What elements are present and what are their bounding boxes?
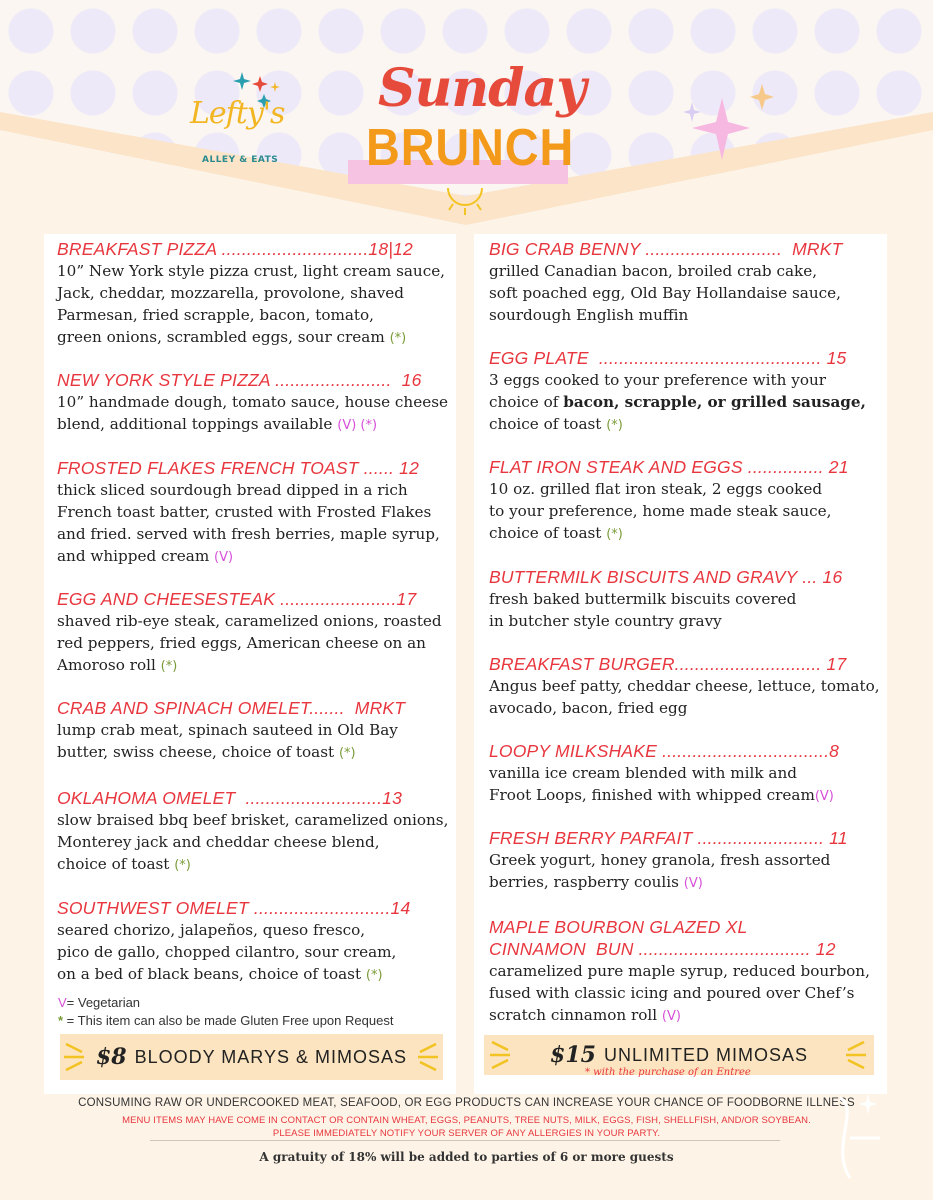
allergen-notify: PLEASE IMMEDIATELY NOTIFY YOUR SERVER OF ANY ALLERGIES IN YOUR PARTY. [272, 1128, 661, 1139]
gratuity-notice: A gratuity of 18% will be added to parties of 6 or more guests [259, 1150, 674, 1164]
item-desc-line: lump crab meat, spinach sauteed in Old Bay [57, 721, 398, 739]
gluten-free-tag: (*) [338, 746, 356, 761]
item-title: SOUTHWEST OMELET ...........................14 [57, 898, 411, 918]
item-desc-line: 10” New York style pizza crust, light cream sauce, [57, 262, 446, 280]
item-desc-line: scratch cinnamon roll [489, 1006, 658, 1024]
title-script: Sunday [378, 58, 586, 119]
item-desc-line: choice of toast [57, 855, 170, 873]
promo-bloody-marys [60, 1034, 443, 1080]
item-desc-line: avocado, bacon, fried egg [489, 699, 688, 717]
item-desc-line: red peppers, fried eggs, American cheese on an [57, 634, 426, 652]
vegetarian-tag: (V) [814, 789, 834, 804]
item-title: FLAT IRON STEAK AND EGGS ............... 21 [489, 457, 849, 477]
item-desc-line: choice of toast [489, 415, 602, 433]
item-title: EGG PLATE ............................................ 15 [489, 348, 847, 368]
item-desc-line: choice of toast [489, 524, 602, 542]
logo-name: Lefty's [190, 96, 285, 131]
vegetarian-symbol: V [58, 995, 67, 1010]
item-desc-line: Amoroso roll [57, 656, 156, 674]
item-desc-line: 10 oz. grilled flat iron steak, 2 eggs cooked [489, 480, 823, 498]
gluten-free-tag: (*) [389, 331, 407, 346]
footer-divider [150, 1140, 780, 1141]
item-desc-line: 3 eggs cooked to your preference with your [489, 371, 827, 389]
item-title: OKLAHOMA OMELET ...........................13 [57, 788, 403, 808]
gluten-free-tag: (*) [160, 659, 178, 674]
logo-subtitle: ALLEY & EATS [202, 155, 279, 165]
item-desc-line: Angus beef patty, cheddar cheese, lettuce, tomato, [489, 677, 880, 695]
rays-icon [488, 1038, 514, 1072]
item-desc-line: vanilla ice cream blended with milk and [489, 764, 797, 782]
vegetarian-legend-text: = Vegetarian [66, 995, 141, 1010]
item-desc-line: grilled Canadian bacon, broiled crab cake, [489, 262, 818, 280]
item-desc-line: shaved rib-eye steak, caramelized onions, roasted [57, 612, 442, 630]
promo-price: $8 [95, 1044, 127, 1070]
menu-item-crab-omelet [57, 697, 405, 765]
vegetarian-tag: (V) [214, 550, 234, 565]
item-desc-line: slow braised bbq beef brisket, caramelized onions, [57, 811, 449, 829]
title-block: BRUNCH [366, 119, 575, 177]
item-desc-line: French toast batter, crusted with Frosted Flakes [57, 503, 432, 521]
sunrise-icon [440, 182, 490, 216]
menu-item-cinnamon-bun [489, 916, 870, 1028]
dietary-tags: (V) (*) [337, 418, 378, 433]
item-desc-line: fused with classic icing and poured over Chef’s [489, 984, 855, 1002]
allergen-notice: MENU ITEMS MAY HAVE COME IN CONTACT OR CONTAIN WHEAT, EGGS, PEANUTS, TREE NUTS, MILK, EGGS, FISH, SHELLFISH, AND/OR SOYBEAN. [122, 1115, 811, 1126]
item-desc-line: caramelized pure maple syrup, reduced bourbon, [489, 962, 870, 980]
menu-item-flat-iron-steak [489, 456, 849, 546]
gluten-free-tag: (*) [606, 527, 623, 542]
item-desc-line: 10” handmade dough, tomato sauce, house cheese [57, 393, 448, 411]
item-desc-line: in butcher style country gravy [489, 612, 722, 630]
item-desc-line: Monterey jack and cheddar cheese blend, [57, 833, 380, 851]
gluten-free-tag: (*) [365, 968, 383, 983]
promo-text: BLOODY MARYS & MIMOSAS [134, 1046, 408, 1067]
item-desc-line: fresh baked buttermilk biscuits covered [489, 590, 797, 608]
rays-icon [414, 1040, 440, 1074]
item-desc-line: and fried. served with fresh berries, maple syrup, [57, 525, 440, 543]
sparkles-icon [670, 80, 790, 180]
item-title: BIG CRAB BENNY ........................... MRKT [489, 239, 843, 259]
item-title: LOOPY MILKSHAKE .................................8 [489, 741, 840, 761]
item-desc-prefix: choice of [489, 393, 564, 411]
item-title: MAPLE BOURBON GLAZED XL CINNAMON BUN .................................. 12 [489, 917, 836, 959]
item-title: NEW YORK STYLE PIZZA ....................... 16 [57, 370, 422, 390]
gluten-free-symbol: * [58, 1013, 64, 1028]
promo-price: $15 [550, 1042, 596, 1068]
item-desc-line: Parmesan, fried scrapple, bacon, tomato, [57, 306, 375, 324]
rays-icon [842, 1038, 868, 1072]
item-desc-line: green onions, scrambled eggs, sour cream [57, 328, 385, 346]
item-desc-line: seared chorizo, jalapeños, queso fresco, [57, 921, 366, 939]
legend-vegetarian [58, 995, 140, 1010]
vegetarian-tag: (V) [661, 1009, 681, 1024]
item-desc-line: thick sliced sourdough bread dipped in a rich [57, 481, 408, 499]
item-desc-line: Froot Loops, finished with whipped cream [489, 786, 815, 804]
item-title: FROSTED FLAKES FRENCH TOAST ...... 12 [57, 458, 420, 478]
item-desc-line: pico de gallo, chopped cilantro, sour cream, [57, 943, 397, 961]
item-desc-line: sourdough English muffin [489, 306, 689, 324]
item-title: BREAKFAST PIZZA .............................18|12 [57, 239, 413, 259]
vegetarian-tag: (V) [683, 876, 703, 891]
menu-item-breakfast-burger [489, 653, 880, 719]
menu-item-new-york-pizza [57, 369, 448, 437]
gluten-free-tag: (*) [606, 418, 623, 433]
item-desc-line: blend, additional toppings available [57, 415, 333, 433]
menu-item-loopy-milkshake [489, 740, 839, 808]
item-desc-line: butter, swiss cheese, choice of toast [57, 743, 335, 761]
foodborne-warning: CONSUMING RAW OR UNDERCOOKED MEAT, SEAFOOD, OR EGG PRODUCTS CAN INCREASE YOUR CHANCE OF FOODBORNE ILLNESS [78, 1097, 855, 1109]
promo-text: UNLIMITED MIMOSAS [603, 1044, 808, 1065]
item-title: BREAKFAST BURGER............................. 17 [489, 654, 847, 674]
menu-item-biscuits-gravy [489, 566, 842, 632]
item-desc-line: berries, raspberry coulis [489, 873, 679, 891]
item-desc-line: Greek yogurt, honey granola, fresh assorted [489, 851, 831, 869]
promo-note: * with the purchase of an Entree [585, 1067, 751, 1078]
menu-item-southwest-omelet [57, 897, 410, 987]
item-desc-bold: bacon, scrapple, or grilled sausage, [563, 393, 866, 411]
menu-item-egg-cheesesteak [57, 588, 442, 678]
item-title: EGG AND CHEESESTEAK .......................17 [57, 589, 417, 609]
menu-item-egg-plate [489, 347, 866, 437]
legend-gluten-free [58, 1013, 393, 1028]
item-desc-line: to your preference, home made steak sauce, [489, 502, 832, 520]
item-desc-line: on a bed of black beans, choice of toast [57, 965, 362, 983]
rays-icon [62, 1040, 88, 1074]
menu-item-breakfast-pizza [57, 238, 445, 350]
item-desc-line: soft poached egg, Old Bay Hollandaise sauce, [489, 284, 841, 302]
item-desc-line: Jack, cheddar, mozzarella, provolone, shaved [57, 284, 404, 302]
item-title: CRAB AND SPINACH OMELET....... MRKT [57, 698, 406, 718]
gluten-free-legend-text: = This item can also be made Gluten Free upon Request [63, 1013, 394, 1028]
menu-item-berry-parfait [489, 827, 848, 895]
gluten-free-tag: (*) [174, 858, 191, 873]
menu-item-french-toast [57, 457, 440, 569]
item-desc-line: and whipped cream [57, 547, 210, 565]
item-title: BUTTERMILK BISCUITS AND GRAVY ... 16 [489, 567, 843, 587]
item-title: FRESH BERRY PARFAIT ......................... 11 [489, 828, 848, 848]
menu-item-crab-benny [489, 238, 843, 326]
corner-logo-watermark [820, 1088, 920, 1188]
menu-item-oklahoma-omelet [57, 787, 448, 877]
